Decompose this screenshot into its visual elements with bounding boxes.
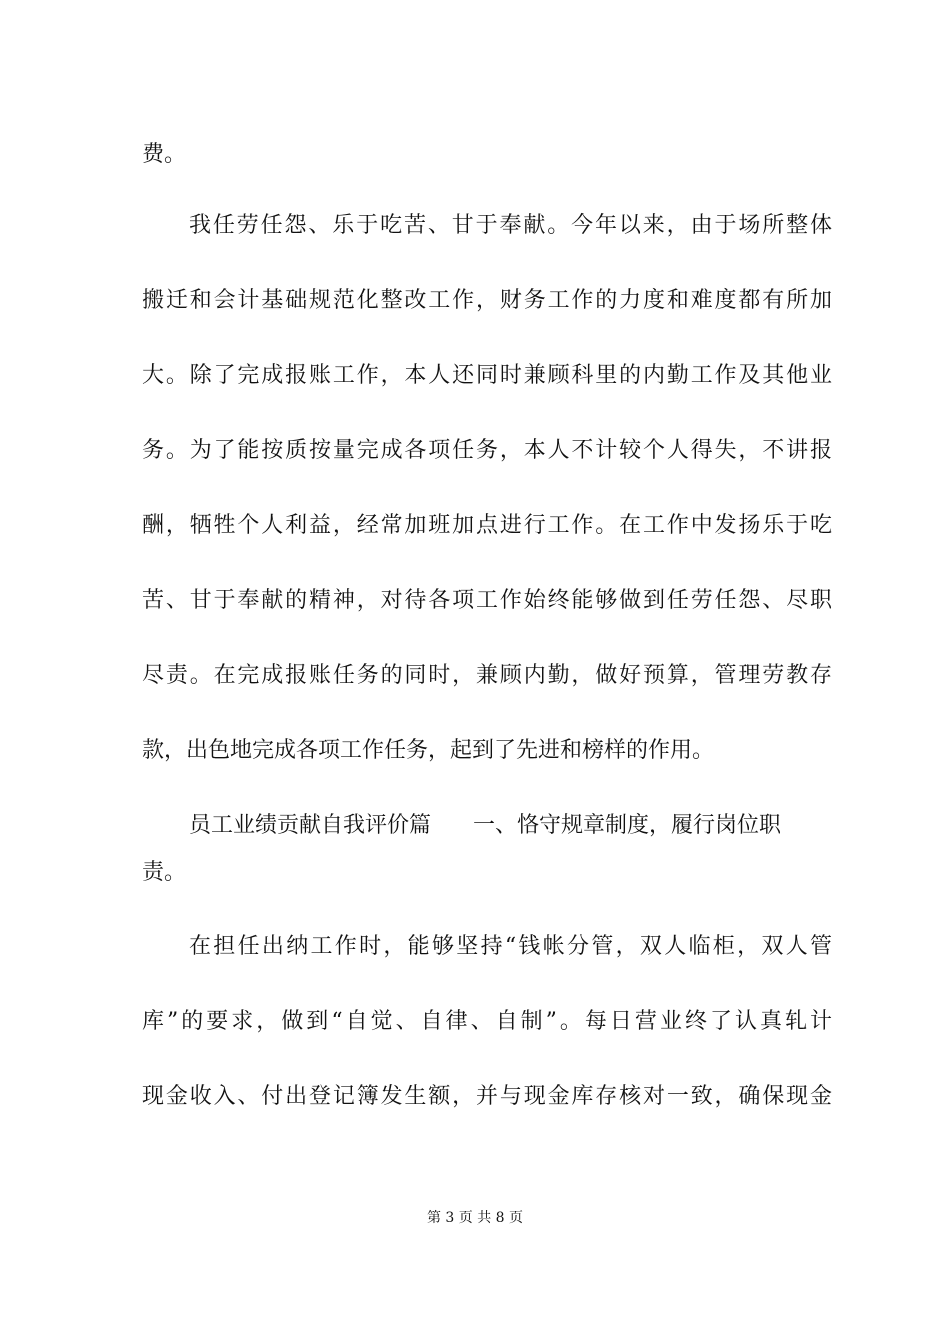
paragraph-line: 务。为了能按质按量完成各项任务，本人不计较个人得失，不讲报 <box>142 438 832 463</box>
section-heading-line <box>189 811 832 841</box>
section-subheading: 一、恪守规章制度，履行岗位职 <box>473 813 782 838</box>
paragraph-line: 我任劳任怨、乐于吃苦、甘于奉献。今年以来，由于场所整体 <box>189 213 832 238</box>
page-number: 第 3 页 共 8 页 <box>426 1210 524 1226</box>
text-line: 责。 <box>142 860 187 885</box>
page-footer <box>0 1208 950 1228</box>
paragraph-line: 搬迁和会计基础规范化整改工作，财务工作的力度和难度都有所加 <box>142 288 832 313</box>
paragraph-line: 大。除了完成报账工作，本人还同时兼顾科里的内勤工作及其他业 <box>142 363 832 388</box>
paragraph-line: 尽责。在完成报账任务的同时，兼顾内勤，做好预算，管理劳教存 <box>142 663 832 688</box>
paragraph-line: 款，出色地完成各项工作任务，起到了先进和榜样的作用。 <box>142 738 715 763</box>
paragraph-line: 苦、甘于奉献的精神，对待各项工作始终能够做到任劳任怨、尽职 <box>142 588 832 613</box>
paragraph-line: 在担任出纳工作时，能够坚持“钱帐分管，双人临柜，双人管 <box>189 934 832 959</box>
section-title: 员工业绩贡献自我评价篇 <box>189 813 432 838</box>
paragraph-line: 现金收入、付出登记簿发生额，并与现金库存核对一致，确保现金 <box>142 1084 832 1109</box>
paragraph-line: 酬，牺牲个人利益，经常加班加点进行工作。在工作中发扬乐于吃 <box>142 513 832 538</box>
paragraph-line: 库”的要求，做到“自觉、自律、自制”。每日营业终了认真轧计 <box>142 1009 832 1034</box>
text-line: 费。 <box>142 142 187 167</box>
